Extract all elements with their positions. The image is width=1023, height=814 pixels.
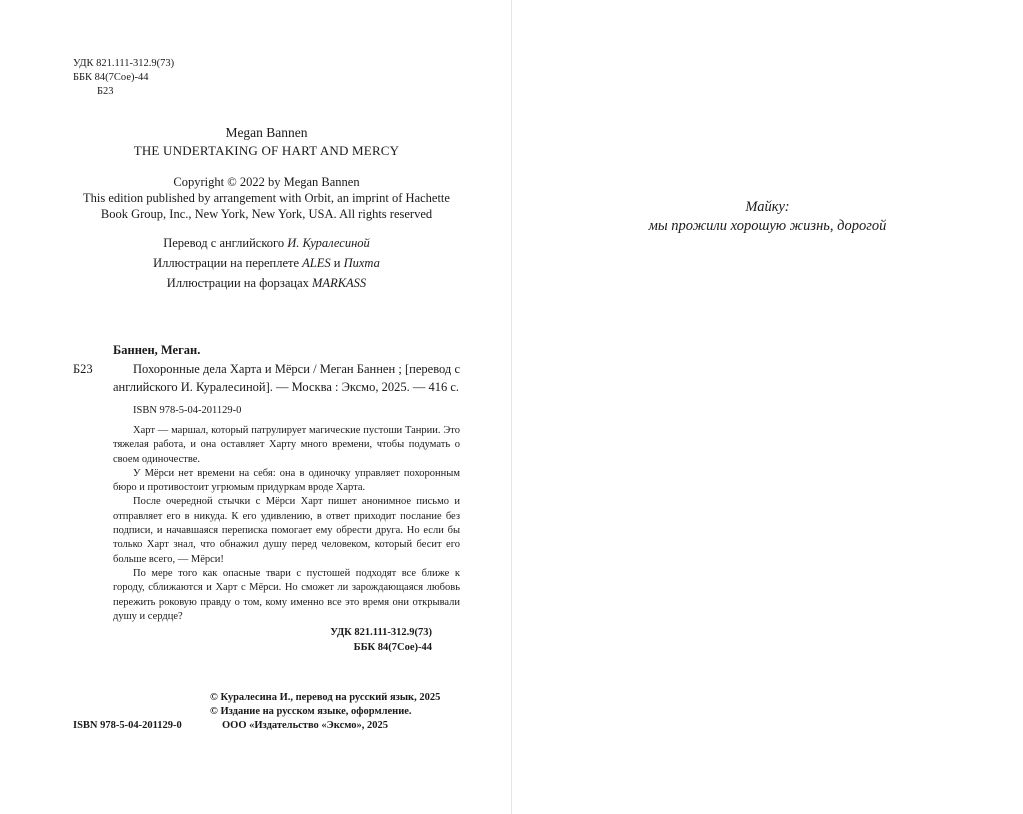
- dedication-line: Майку:: [745, 199, 790, 215]
- translation-label: Перевод с английского: [163, 236, 285, 250]
- bbk-code: ББК 84(7Сое)-44: [73, 72, 149, 83]
- translator-name: И. Куралесиной: [287, 236, 370, 250]
- cover-artist-1: ALES: [302, 256, 331, 270]
- copyright-line: This edition published by arrangement with Orbit, an imprint of Hachette: [83, 191, 450, 205]
- catalog-author-mark: Б23: [73, 362, 93, 376]
- cover-artist-2: Пихта: [343, 256, 380, 270]
- edition-copyright: © Издание на русском языке, оформление.: [210, 706, 412, 717]
- translation-copyright: © Куралесина И., перевод на русский язык, 2025: [210, 692, 441, 703]
- dedication-line: мы прожили хорошую жизнь, дорогой: [648, 218, 887, 234]
- original-title: THE UNDERTAKING OF HART AND MERCY: [133, 143, 400, 158]
- original-edition-block: [73, 124, 460, 160]
- publisher-copyright: ООО «Издательство «Эксмо», 2025: [222, 720, 389, 731]
- cover-label: Иллюстрации на переплете: [153, 256, 300, 270]
- annotation-paragraph: Харт — маршал, который патрулирует магические пустоши Танрии. Это тяжелая работа, и она оставляет Харту много времени, чтобы подумать о своем одиночестве.: [113, 425, 460, 465]
- udk-code-bottom: УДК 821.111-312.9(73): [330, 627, 432, 639]
- bbk-code-bottom: ББК 84(7Сое)-44: [353, 642, 432, 654]
- copyright-block: [73, 174, 460, 222]
- original-author: Megan Bannen: [225, 125, 308, 140]
- catalog-record: [73, 342, 460, 655]
- classification-block-bottom: [73, 625, 460, 655]
- isbn-bottom: ISBN 978-5-04-201129-0: [73, 720, 182, 731]
- catalog-isbn: ISBN 978-5-04-201129-0: [133, 405, 242, 416]
- annotation-paragraph: У Мёрси нет времени на себя: она в одиночку управляет похоронным бюро и противостоит угрюмым придуркам вроде Харта.: [113, 467, 460, 494]
- translation-credit: [73, 233, 460, 253]
- endpapers-credit: [73, 273, 460, 293]
- copyright-line: Copyright © 2022 by Megan Bannen: [173, 175, 360, 189]
- dedication: [512, 198, 1023, 236]
- classification-block-top: [73, 57, 174, 99]
- catalog-entry: [73, 360, 460, 396]
- cover-and: и: [333, 256, 341, 270]
- right-page: [512, 0, 1023, 814]
- author-mark: Б23: [97, 86, 114, 97]
- endpapers-label: Иллюстрации на форзацах: [166, 276, 309, 290]
- annotation: [73, 424, 460, 624]
- imprint-block: [73, 691, 473, 733]
- endpapers-artist: MARKASS: [312, 276, 367, 290]
- catalog-entry-text: Похоронные дела Харта и Мёрси / Меган Баннен ; [перевод с английского И. Куралесиной]. — Москва : Эксмо, 2025. — 416 с.: [113, 362, 460, 394]
- catalog-author-heading: Баннен, Меган.: [113, 343, 201, 357]
- udk-code: УДК 821.111-312.9(73): [73, 58, 175, 69]
- catalog-description: [73, 360, 460, 396]
- credits-block: [73, 233, 460, 293]
- annotation-paragraph: После очередной стычки с Мёрси Харт пишет анонимное письмо и отправляет его в никуда. К его удивлению, в ответ приходит послание без подписи, и начавшаяся переписка помогает ему обрести друга. Но если бы только Харт знал, что обнажил душу перед человеком, который бесит его больше всего, — Мёрси!: [113, 496, 460, 565]
- annotation-paragraph: По мере того как опасные твари с пустошей подходят все ближе к городу, сближаются и Харт с Мёрси. Но сможет ли зарождающаяся любовь пережить роковую правду о том, кому именно все это время они открывали душу и сердце?: [113, 567, 460, 622]
- copyright-line: Book Group, Inc., New York, New York, USA. All rights reserved: [100, 207, 433, 221]
- cover-credit: [73, 253, 460, 273]
- left-page: [0, 0, 511, 814]
